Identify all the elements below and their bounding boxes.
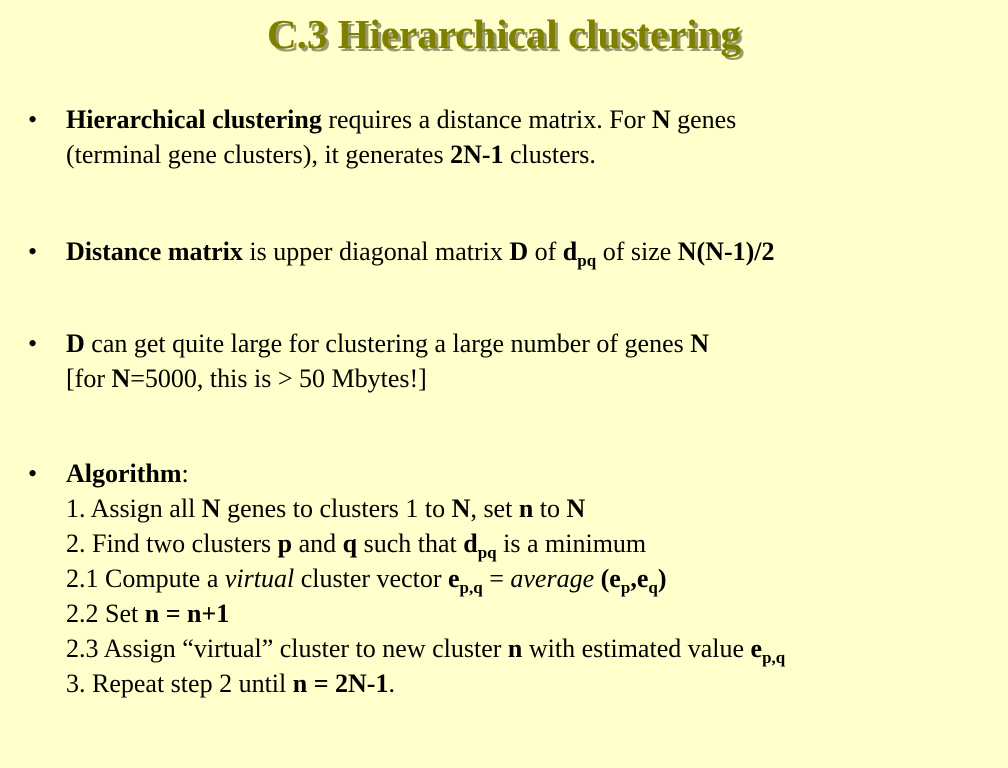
subscript-pq: p,q bbox=[459, 578, 483, 597]
paren-close: ) bbox=[657, 564, 667, 593]
text-run: to bbox=[533, 494, 567, 523]
text-run: is upper diagonal matrix bbox=[242, 237, 510, 266]
term-hierarchical-clustering: Hierarchical clustering bbox=[66, 105, 322, 134]
text-run: and bbox=[292, 529, 343, 558]
symbol-N: N bbox=[651, 105, 671, 134]
symbol-d-pq bbox=[463, 529, 497, 562]
symbol-e-q bbox=[636, 564, 658, 597]
symbol-d-pq bbox=[562, 237, 597, 270]
symbol-e: e bbox=[750, 634, 763, 663]
text-run: cluster vector bbox=[294, 564, 448, 593]
bullet-text bbox=[66, 102, 1001, 172]
text-run: genes to clusters 1 to bbox=[220, 494, 452, 523]
text-run: 1. Assign all bbox=[66, 494, 202, 523]
comma: , bbox=[630, 564, 637, 593]
text-run: with estimated value bbox=[522, 634, 751, 663]
symbol-D: D bbox=[509, 237, 529, 266]
text-run: requires a distance matrix. For bbox=[321, 105, 652, 134]
bullet-line bbox=[66, 137, 1001, 172]
text-run: (terminal gene clusters), it generates bbox=[66, 140, 451, 169]
term-distance-matrix: Distance matrix bbox=[66, 237, 243, 266]
text-run: of bbox=[528, 237, 563, 266]
term-algorithm: Algorithm bbox=[66, 459, 182, 488]
symbol-e: e bbox=[609, 564, 621, 593]
bullet-dot: • bbox=[28, 329, 38, 358]
text-run: such that bbox=[357, 529, 464, 558]
expr-2N-1: 2N-1 bbox=[450, 140, 504, 169]
symbol-e-p bbox=[609, 564, 631, 597]
expr-termination: n = 2N-1 bbox=[292, 669, 389, 698]
bullet-dot: • bbox=[28, 459, 38, 488]
bullet-line bbox=[66, 361, 1001, 396]
algorithm-heading bbox=[66, 456, 1001, 491]
text-run: . bbox=[388, 669, 395, 698]
subscript-pq: p,q bbox=[762, 648, 786, 667]
symbol-N: N bbox=[201, 494, 221, 523]
bullet-line bbox=[66, 326, 1001, 361]
algorithm-step-2-2 bbox=[66, 596, 1001, 631]
bullet-line bbox=[66, 102, 1001, 137]
bullet-dot: • bbox=[28, 237, 38, 266]
text-run: , set bbox=[470, 494, 519, 523]
algorithm-step-2-1 bbox=[66, 561, 1001, 596]
bullet-dot: • bbox=[28, 105, 38, 134]
text-run: of size bbox=[596, 237, 678, 266]
symbol-e-pq bbox=[750, 634, 786, 667]
text-run: clusters. bbox=[503, 140, 596, 169]
symbol-N: N bbox=[451, 494, 471, 523]
text-run: 2. Find two clusters bbox=[66, 529, 278, 558]
symbol-e: e bbox=[636, 564, 649, 593]
symbol-N: N bbox=[111, 364, 131, 393]
slide-title: C.3 Hierarchical clustering bbox=[266, 11, 742, 57]
algorithm-step-2-3 bbox=[66, 631, 1001, 666]
symbol-e-pq bbox=[447, 564, 483, 597]
expr-size: N(N-1)/2 bbox=[677, 237, 775, 266]
algorithm-step-3 bbox=[66, 666, 1001, 701]
text-run: 2.2 Set bbox=[66, 599, 145, 628]
text-run: : bbox=[181, 459, 189, 488]
symbol-d: d bbox=[562, 237, 578, 266]
bullet-text bbox=[66, 456, 1001, 701]
symbol-N: N bbox=[690, 329, 710, 358]
expr-n-increment: n = n+1 bbox=[144, 599, 230, 628]
text-run: =5000, this is > 50 Mbytes!] bbox=[130, 364, 427, 393]
subscript-p: p bbox=[620, 578, 631, 597]
text-run: [for bbox=[66, 364, 112, 393]
term-average: average bbox=[510, 564, 595, 593]
subscript-pq: pq bbox=[577, 251, 597, 270]
text-run: 2.1 Compute a bbox=[66, 564, 225, 593]
algorithm-step-1 bbox=[66, 491, 1001, 526]
paren-open: ( bbox=[594, 564, 610, 593]
term-virtual: virtual bbox=[224, 564, 295, 593]
bullet-text bbox=[66, 326, 1001, 396]
text-run: 2.3 Assign “virtual” cluster to new cluster bbox=[66, 634, 508, 663]
symbol-n: n bbox=[507, 634, 523, 663]
subscript-q: q bbox=[648, 578, 658, 597]
algorithm-step-2 bbox=[66, 526, 1001, 561]
symbol-n: n bbox=[518, 494, 534, 523]
symbol-p: p bbox=[277, 529, 293, 558]
bullet-line bbox=[66, 234, 1001, 269]
text-run: 3. Repeat step 2 until bbox=[66, 669, 293, 698]
text-run: genes bbox=[670, 105, 737, 134]
symbol-N: N bbox=[566, 494, 586, 523]
subscript-pq: pq bbox=[477, 543, 497, 562]
symbol-D: D bbox=[66, 329, 85, 358]
text-run: = bbox=[482, 564, 511, 593]
symbol-d: d bbox=[463, 529, 478, 558]
symbol-e: e bbox=[447, 564, 460, 593]
symbol-q: q bbox=[342, 529, 358, 558]
text-run: can get quite large for clustering a large number of genes bbox=[84, 329, 691, 358]
bullet-text bbox=[66, 234, 1001, 269]
text-run: is a minimum bbox=[496, 529, 647, 558]
